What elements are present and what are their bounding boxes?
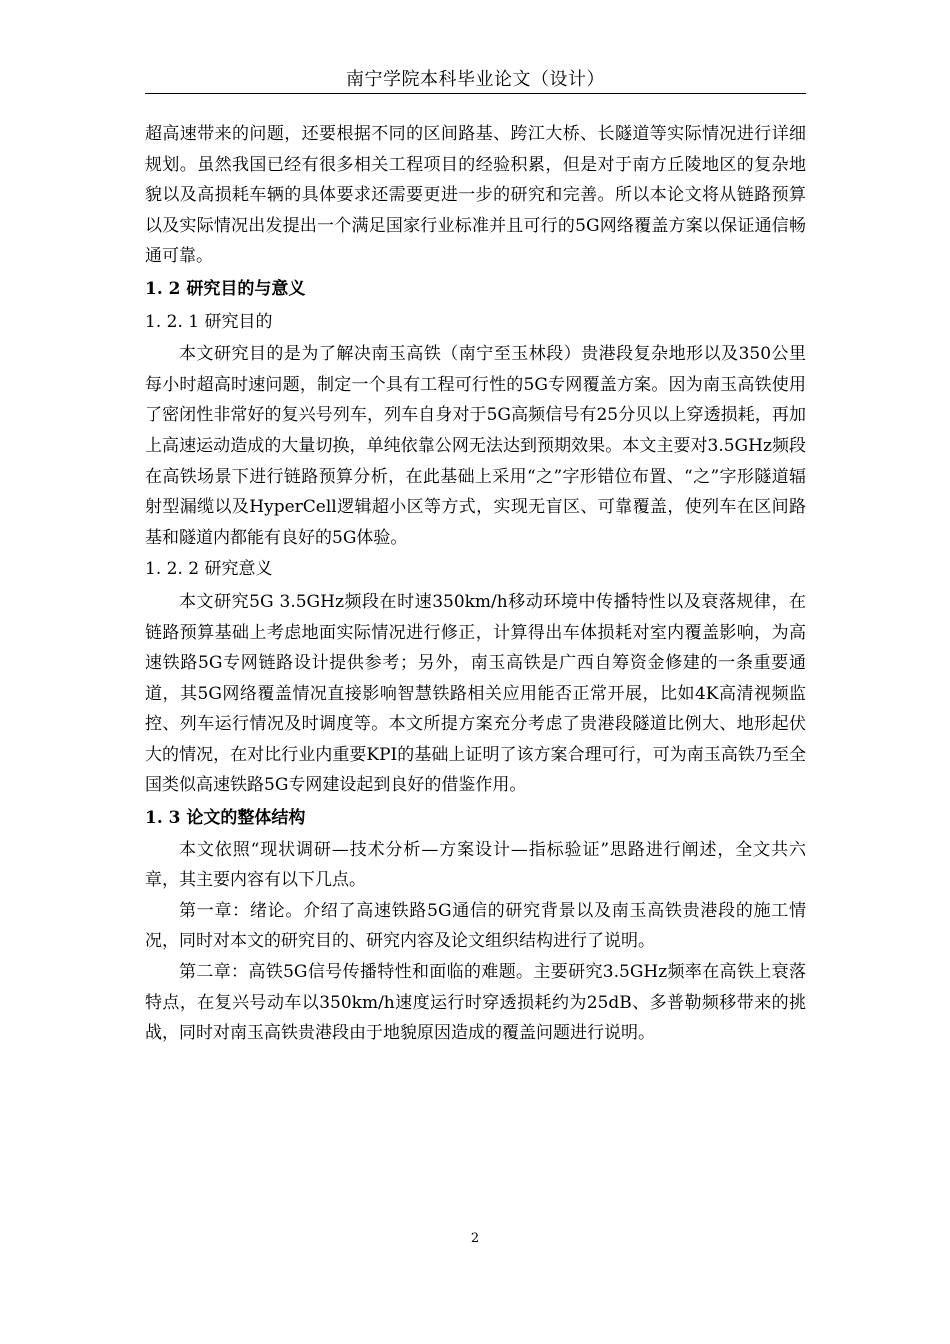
- section-heading-1-3: 1. 3 论文的整体结构: [145, 808, 306, 829]
- section-heading-1-2: 1. 2 研究目的与意义: [145, 278, 306, 299]
- page-number: 2: [470, 1231, 480, 1246]
- header-rule: [145, 93, 806, 94]
- subsection-heading-1-2-2: 1. 2. 2 研究意义: [145, 559, 273, 580]
- running-header: 南宁学院本科毕业论文（设计）: [346, 69, 605, 90]
- page-body: [145, 119, 806, 1049]
- paragraph-structure-intro: 本文依照“现状调研—技术分析—方案设计—指标验证”思路进行阐述，全文共六章，其主要内容有以下几点。: [145, 839, 806, 891]
- paragraph-chapter-1: 第一章：绪论。介绍了高速铁路5G通信的研究背景以及南玉高铁贵港段的施工情况，同时对本文的研究目的、研究内容及论文组织结构进行了说明。: [145, 900, 806, 952]
- paragraph-research-purpose: 本文研究目的是为了解决南玉高铁（南宁至玉林段）贵港段复杂地形以及350公里每小时超高时速问题，制定一个具有工程可行性的5G专网覆盖方案。因为南玉高铁使用了密闭性非常好的复兴号列车，列车自身对于5G高频信号有25分贝以上穿透损耗，再加上高速运动造成的大量切换，单纯依靠公网无法达到预期效果。本文主要对3.5GHz频段在高铁场景下进行链路预算分析，在此基础上采用“之”字形错位布置、“之”字形隧道辐射型漏缆以及HyperCell逻辑超小区等方式，实现无盲区、可靠覆盖，使列车在区间路基和隧道内都能有良好的5G体验。: [145, 344, 806, 548]
- paragraph-continuation: 超高速带来的问题，还要根据不同的区间路基、跨江大桥、长隧道等实际情况进行详细规划。虽然我国已经有很多相关工程项目的经验积累，但是对于南方丘陵地区的复杂地貌以及高损耗车辆的具体要求还需要更进一步的研究和完善。所以本论文将从链路预算以及实际情况出发提出一个满足国家行业标准并且可行的5G网络覆盖方案以保证通信畅通可靠。: [145, 124, 806, 267]
- paragraph-chapter-2: 第二章：高铁5G信号传播特性和面临的难题。主要研究3.5GHz频率在高铁上衰落特点，在复兴号动车以350km/h速度运行时穿透损耗约为25dB、多普勒频移带来的挑战，同时对南玉高铁贵港段由于地貌原因造成的覆盖问题进行说明。: [145, 962, 806, 1044]
- paragraph-research-significance: 本文研究5G 3.5GHz频段在时速350km/h移动环境中传播特性以及衰落规律，在链路预算基础上考虑地面实际情况进行修正，计算得出车体损耗对室内覆盖影响，为高速铁路5G专网链路设计提供参考；另外，南玉高铁是广西自筹资金修建的一条重要通道，其5G网络覆盖情况直接影响智慧铁路相关应用能否正常开展，比如4K高清视频监控、列车运行情况及时调度等。本文所提方案充分考虑了贵港段隧道比例大、地形起伏大的情况，在对比行业内重要KPI的基础上证明了该方案合理可行，可为南玉高铁乃至全国类似高速铁路5G专网建设起到良好的借鉴作用。: [145, 591, 806, 796]
- subsection-heading-1-2-1: 1. 2. 1 研究目的: [145, 311, 273, 332]
